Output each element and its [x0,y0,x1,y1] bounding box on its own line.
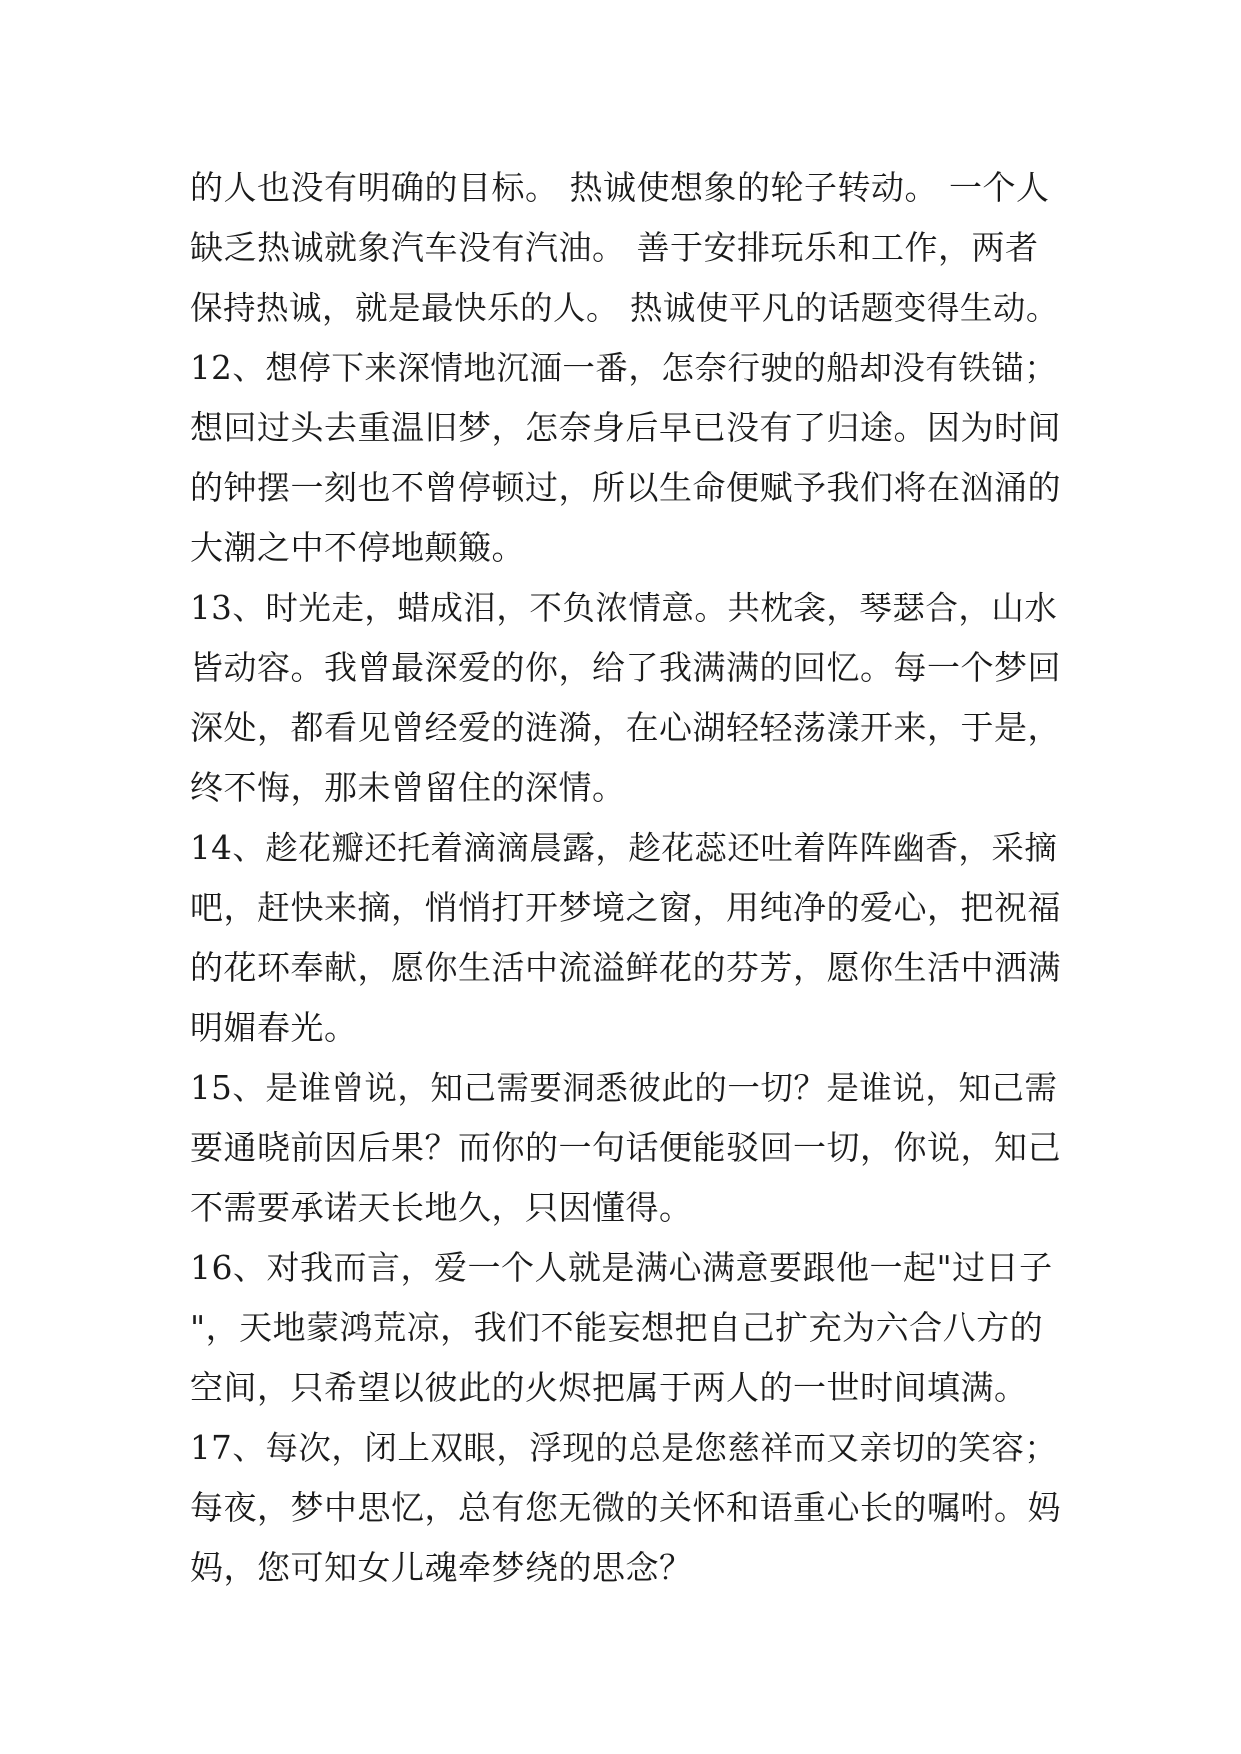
text-line: 大潮之中不停地颠簸。 [190,528,525,567]
document-body-text [190,158,1070,1598]
text-line: 皆动容。我曾最深爱的你，给了我满满的回忆。每一个梦回 [190,648,1061,687]
text-line: 保持热诚，就是最快乐的人。 热诚使平凡的话题变得生动。 [190,289,1059,327]
text-line: 的花环奉献，愿你生活中流溢鲜花的芬芳，愿你生活中洒满 [190,948,1061,987]
text-line: 妈，您可知女儿魂牵梦绕的思念？ [190,1548,693,1587]
text-line: 17、每次，闭上双眼，浮现的总是您慈祥而又亲切的笑容； [190,1429,1058,1467]
text-line: 的钟摆一刻也不曾停顿过，所以生命便赋予我们将在汹涌的 [190,468,1061,507]
text-line: 要通晓前因后果？而你的一句话便能驳回一切，你说，知己 [190,1128,1061,1167]
text-line: 14、趁花瓣还托着滴滴晨露，趁花蕊还吐着阵阵幽香，采摘 [190,829,1058,867]
text-line: 吧，赶快来摘，悄悄打开梦境之窗，用纯净的爱心，把祝福 [190,888,1061,927]
text-line: 想回过头去重温旧梦，怎奈身后早已没有了归途。因为时间 [190,408,1061,447]
text-line: 13、时光走，蜡成泪，不负浓情意。共枕衾，琴瑟合，山水 [190,589,1058,627]
text-line: 不需要承诺天长地久，只因懂得。 [190,1188,693,1227]
text-line: 16、对我而言，爱一个人就是满心满意要跟他一起"过日子 [190,1248,1053,1287]
text-line: 终不悔，那未曾留住的深情。 [190,768,626,807]
text-line: 12、想停下来深情地沉湎一番，怎奈行驶的船却没有铁锚； [190,349,1058,387]
text-line: 深处，都看见曾经爱的涟漪，在心湖轻轻荡漾开来，于是， [190,708,1061,747]
text-line: 空间，只希望以彼此的火烬把属于两人的一世时间填满。 [190,1368,1028,1407]
text-line: 15、是谁曾说，知己需要洞悉彼此的一切？是谁说，知己需 [190,1069,1058,1107]
text-line: 的人也没有明确的目标。 热诚使想象的轮子转动。 一个人 [190,168,1050,207]
text-line: "，天地蒙鸿荒凉，我们不能妄想把自己扩充为六合八方的 [190,1308,1044,1347]
text-line: 每夜，梦中思忆，总有您无微的关怀和语重心长的嘱咐。妈 [190,1488,1061,1527]
text-line: 明媚春光。 [190,1008,358,1047]
text-line: 缺乏热诚就象汽车没有汽油。 善于安排玩乐和工作，两者 [190,228,1039,267]
